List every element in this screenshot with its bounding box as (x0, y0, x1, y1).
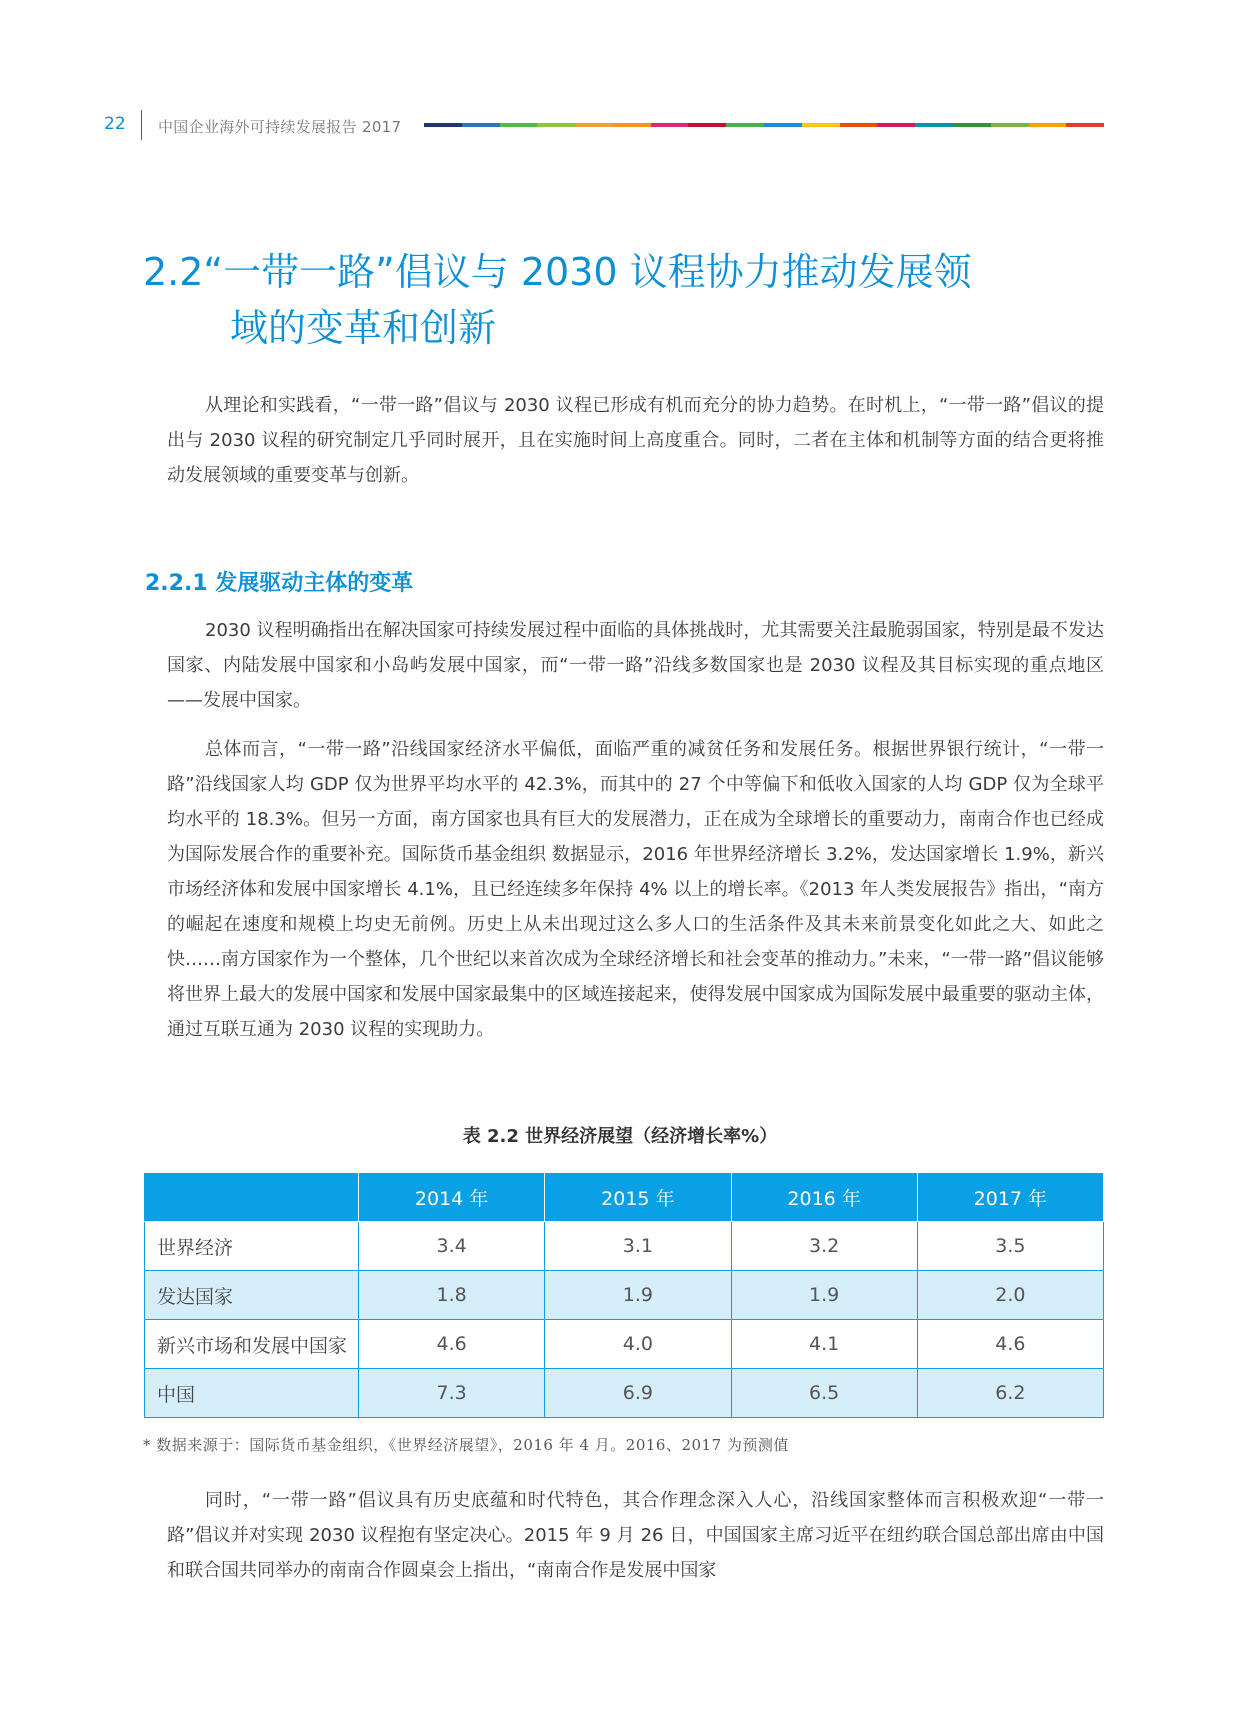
body-paragraph-2: 总体而言，“一带一路”沿线国家经济水平偏低，面临严重的减贫任务和发展任务。根据世界银行统计，“一带一路”沿线国家人均 GDP 仅为世界平均水平的 42.3%，而其中的 27 个中等偏下和低收入国家的人均 GDP 仅为全球平均水平的 18.3%。但另一方面，南方国家也具有巨大的发展潜力，正在成为全球增长的重要动力，南南合作也已经成为国际发展合作的重要补充。国际货币基金组织 数据显示，2016 年世界经济增长 3.2%，发达国家增长 1.9%，新兴市场经济体和发展中国家增长 4.1%，且已经连续多年保持 4% 以上的增长率。《2013 年人类发展报告》指出，“南方的崛起在速度和规模上均史无前例。历史上从未出现过这么多人口的生活条件及其未来前景变化如此之大、如此之快……南方国家作为一个整体，几个世纪以来首次成为全球经济增长和社会变革的推动力。”未来，“一带一路”倡议能够将世界上最大的发展中国家和发展中国家最集中的区域连接起来，使得发展中国家成为国际发展中最重要的驱动主体，通过互联互通为 2030 议程的实现助力。 (167, 739, 1104, 1040)
table-cell: 4.0 (545, 1320, 731, 1369)
table-cell: 3.1 (545, 1222, 731, 1271)
row-label: 中国 (145, 1369, 359, 1418)
table-cell: 6.5 (731, 1369, 917, 1418)
row-label: 世界经济 (145, 1222, 359, 1271)
color-stripe-segment (1066, 123, 1104, 127)
color-stripe-segment (953, 123, 991, 127)
color-stripe-bar (424, 123, 1104, 127)
section-title (143, 244, 1103, 356)
header-cell-2017: 2017 年 (917, 1173, 1103, 1222)
header-cell-2016: 2016 年 (731, 1173, 917, 1222)
subsection-title: 2.2.1 发展驱动主体的变革 (145, 571, 414, 596)
color-stripe-segment (726, 123, 764, 127)
table-row (145, 1369, 1104, 1418)
table-header-row (145, 1173, 1104, 1222)
color-stripe-segment (575, 123, 613, 127)
report-title: 中国企业海外可持续发展报告 2017 (158, 118, 402, 136)
body-paragraph-1: 2030 议程明确指出在解决国家可持续发展过程中面临的具体挑战时，尤其需要关注最脆弱国家，特别是最不发达国家、内陆发展中国家和小岛屿发展中国家，而“一带一路”沿线多数国家也是 2030 议程及其目标实现的重点地区——发展中国家。 (167, 620, 1104, 711)
color-stripe-segment (424, 123, 462, 127)
color-stripe-segment (802, 123, 840, 127)
color-stripe-segment (991, 123, 1029, 127)
table-cell: 1.9 (545, 1271, 731, 1320)
color-stripe-segment (1029, 123, 1067, 127)
table-cell: 2.0 (917, 1271, 1103, 1320)
table-cell: 3.4 (359, 1222, 545, 1271)
table-footnote: * 数据来源于：国际货币基金组织，《世界经济展望》，2016 年 4 月。2016、2017 为预测值 (143, 1436, 789, 1454)
closing-paragraph: 同时，“一带一路”倡议具有历史底蕴和时代特色，其合作理念深入人心，沿线国家整体而言积极欢迎“一带一路”倡议并对实现 2030 议程抱有坚定决心。2015 年 9 月 26 日，中国国家主席习近平在纽约联合国总部出席由中国和联合国共同举办的南南合作圆桌会上指出，“南南合作是发展中国家 (167, 1490, 1104, 1581)
page-header (0, 0, 1240, 160)
color-stripe-segment (462, 123, 500, 127)
table-cell: 1.9 (731, 1271, 917, 1320)
table-cell: 6.9 (545, 1369, 731, 1418)
table-cell: 4.6 (917, 1320, 1103, 1369)
table-cell: 3.2 (731, 1222, 917, 1271)
table-row (145, 1271, 1104, 1320)
table-cell: 4.1 (731, 1320, 917, 1369)
table-row (145, 1222, 1104, 1271)
table-cell: 6.2 (917, 1369, 1103, 1418)
color-stripe-segment (500, 123, 538, 127)
economic-outlook-table (144, 1172, 1104, 1418)
table-cell: 1.8 (359, 1271, 545, 1320)
table-caption: 表 2.2 世界经济展望（经济增长率%） (462, 1126, 778, 1147)
header-cell-2014: 2014 年 (359, 1173, 545, 1222)
row-label: 发达国家 (145, 1271, 359, 1320)
table-cell: 3.5 (917, 1222, 1103, 1271)
color-stripe-segment (915, 123, 953, 127)
header-cell-2015: 2015 年 (545, 1173, 731, 1222)
table-cell: 7.3 (359, 1369, 545, 1418)
header-cell-label (145, 1173, 359, 1222)
color-stripe-segment (613, 123, 651, 127)
row-label: 新兴市场和发展中国家 (145, 1320, 359, 1369)
section-title-line2: 域的变革和创新 (230, 306, 497, 350)
color-stripe-segment (537, 123, 575, 127)
color-stripe-segment (840, 123, 878, 127)
color-stripe-segment (877, 123, 915, 127)
color-stripe-segment (764, 123, 802, 127)
color-stripe-segment (651, 123, 689, 127)
table-row (145, 1320, 1104, 1369)
table-cell: 4.6 (359, 1320, 545, 1369)
page-number: 22 (104, 114, 126, 134)
header-divider (141, 110, 142, 140)
intro-paragraph: 从理论和实践看，“一带一路”倡议与 2030 议程已形成有机而充分的协力趋势。在时机上，“一带一路”倡议的提出与 2030 议程的研究制定几乎同时展开，且在实施时间上高度重合。同时，二者在主体和机制等方面的结合更将推动发展领域的重要变革与创新。 (167, 395, 1104, 486)
color-stripe-segment (688, 123, 726, 127)
section-title-line1: 2.2“一带一路”倡议与 2030 议程协力推动发展领 (143, 250, 972, 294)
